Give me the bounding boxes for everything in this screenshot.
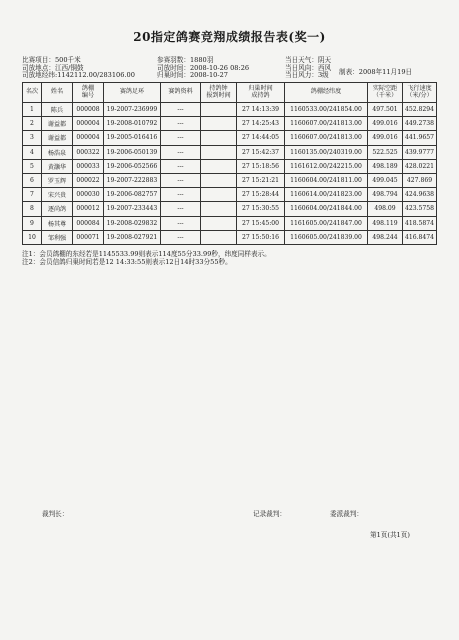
cell-loft-coordinates: 1160605.00/241839.00 — [285, 230, 368, 244]
cell-distance: 498.119 — [368, 216, 403, 230]
cell-loft-id: 000004 — [73, 131, 104, 145]
column-header-name: 姓名 — [42, 83, 73, 103]
cell-arrival-time: 27 14:25:43 — [237, 117, 285, 131]
meta-entry-count: 参赛羽数：1880羽 — [157, 56, 214, 64]
cell-name: 杨其尊 — [42, 216, 73, 230]
cell-pigeon-info: --- — [161, 188, 201, 202]
cell-pigeon-info: --- — [161, 230, 201, 244]
cell-name: 逐尚鸽 — [42, 202, 73, 216]
cell-clock-report-time — [201, 131, 237, 145]
meta-weather: 当日天气：阴天 — [285, 56, 332, 64]
cell-clock-report-time — [201, 216, 237, 230]
delegate-judge-signature: 委派裁判： — [330, 510, 363, 518]
cell-ring-number: 19-2006-050139 — [104, 145, 161, 159]
cell-distance: 498.794 — [368, 188, 403, 202]
cell-rank: 4 — [23, 145, 42, 159]
cell-clock-report-time — [201, 159, 237, 173]
cell-loft-id: 000004 — [73, 117, 104, 131]
cell-ring-number: 19-2007-222883 — [104, 173, 161, 187]
recorder-judge-signature: 记录裁判： — [253, 510, 286, 518]
meta-race-info — [22, 57, 135, 80]
column-header-rank: 名次 — [23, 83, 42, 103]
cell-ring-number: 19-2007-236999 — [104, 103, 161, 117]
cell-speed: 428.0221 — [403, 159, 437, 173]
meta-wind-direction: 当日风向：西风 — [285, 63, 332, 72]
table-body — [23, 103, 437, 245]
cell-ring-number: 19-2006-082757 — [104, 188, 161, 202]
cell-loft-id: 000022 — [73, 173, 104, 187]
cell-pigeon-info: --- — [161, 117, 201, 131]
page-number: 第1页(共1页) — [370, 531, 410, 539]
column-header-loft-coordinates: 鸽棚经纬度 — [285, 83, 368, 103]
cell-arrival-time: 27 15:28:44 — [237, 188, 285, 202]
cell-speed: 424.9638 — [403, 188, 437, 202]
cell-loft-coordinates: 1160607.00/241813.00 — [285, 131, 368, 145]
cell-clock-report-time — [201, 117, 237, 131]
cell-pigeon-info: --- — [161, 103, 201, 117]
chief-judge-signature: 裁判长： — [42, 510, 69, 518]
cell-clock-report-time — [201, 188, 237, 202]
cell-pigeon-info: --- — [161, 202, 201, 216]
cell-ring-number: 19-2008-029832 — [104, 216, 161, 230]
meta-time-info — [157, 57, 249, 80]
cell-name: 黄灏华 — [42, 159, 73, 173]
cell-distance: 522.525 — [368, 145, 403, 159]
cell-arrival-time: 27 15:45:00 — [237, 216, 285, 230]
cell-pigeon-info: --- — [161, 131, 201, 145]
cell-speed: 449.2738 — [403, 117, 437, 131]
cell-distance: 497.501 — [368, 103, 403, 117]
cell-speed: 416.8474 — [403, 230, 437, 244]
column-header-clock-report-time: 持鸽钟 报到时间 — [201, 83, 237, 103]
cell-ring-number: 19-2008-010792 — [104, 117, 161, 131]
cell-arrival-time: 27 14:13:39 — [237, 103, 285, 117]
cell-loft-id: 000033 — [73, 159, 104, 173]
cell-ring-number: 19-2008-027921 — [104, 230, 161, 244]
cell-speed: 423.5758 — [403, 202, 437, 216]
cell-arrival-time: 27 15:21:21 — [237, 173, 285, 187]
column-header-speed: 飞行速度 （米/分） — [403, 83, 437, 103]
cell-name: 罗玉辉 — [42, 173, 73, 187]
cell-distance: 499.016 — [368, 131, 403, 145]
cell-speed: 441.9657 — [403, 131, 437, 145]
cell-speed: 427.869 — [403, 173, 437, 187]
cell-name: 谢益都 — [42, 117, 73, 131]
cell-ring-number: 19-2006-052566 — [104, 159, 161, 173]
table-row — [23, 131, 437, 145]
cell-loft-coordinates: 1160607.00/241813.00 — [285, 117, 368, 131]
column-header-ring-number: 赛鸽足环 — [104, 83, 161, 103]
note-2: 注2：会员信鸽归巢时间若是12 14:33:55则表示12日14时33分55秒。 — [22, 258, 232, 267]
cell-arrival-time: 27 15:18:56 — [237, 159, 285, 173]
results-table — [22, 82, 437, 245]
cell-arrival-time: 27 15:50:16 — [237, 230, 285, 244]
cell-name: 宋兴贵 — [42, 188, 73, 202]
cell-loft-id: 000030 — [73, 188, 104, 202]
cell-distance: 498.09 — [368, 202, 403, 216]
table-row — [23, 230, 437, 244]
cell-ring-number: 19-2005-016416 — [104, 131, 161, 145]
cell-pigeon-info: --- — [161, 159, 201, 173]
cell-loft-coordinates: 1160604.00/241811.00 — [285, 173, 368, 187]
meta-race-item: 比赛项目：500千米 — [22, 56, 81, 64]
cell-loft-coordinates: 1161605.00/241847.00 — [285, 216, 368, 230]
cell-rank: 1 — [23, 103, 42, 117]
table-row — [23, 159, 437, 173]
cell-name: 杨浩泉 — [42, 145, 73, 159]
table-row — [23, 216, 437, 230]
cell-rank: 2 — [23, 117, 42, 131]
table-row — [23, 202, 437, 216]
meta-release-location: 司放地点：江西/铜鼓 — [22, 63, 84, 72]
table-row — [23, 173, 437, 187]
cell-loft-id: 000322 — [73, 145, 104, 159]
cell-loft-coordinates: 1160604.00/241844.00 — [285, 202, 368, 216]
cell-loft-coordinates: 1161612.00/242215.00 — [285, 159, 368, 173]
cell-distance: 498.244 — [368, 230, 403, 244]
meta-wind-force: 当日风力：3级 — [285, 71, 329, 80]
meta-prepared-date: 制表：2008年11月19日 — [339, 68, 413, 76]
cell-loft-id: 000012 — [73, 202, 104, 216]
column-header-distance: 实际空距 （千米） — [368, 83, 403, 103]
cell-clock-report-time — [201, 202, 237, 216]
cell-name: 邹利强 — [42, 230, 73, 244]
cell-rank: 9 — [23, 216, 42, 230]
cell-distance: 499.016 — [368, 117, 403, 131]
cell-loft-id: 000071 — [73, 230, 104, 244]
cell-distance: 498.189 — [368, 159, 403, 173]
cell-clock-report-time — [201, 145, 237, 159]
column-header-arrival-time: 归巢时间 成持鸽 — [237, 83, 285, 103]
cell-rank: 5 — [23, 159, 42, 173]
cell-name: 陈兵 — [42, 103, 73, 117]
meta-return-time: 归巢时间：2008-10-27 — [157, 71, 228, 80]
cell-pigeon-info: --- — [161, 145, 201, 159]
cell-speed: 439.9777 — [403, 145, 437, 159]
meta-release-coords: 司放地经纬:1142112.00/283106.00 — [22, 71, 135, 80]
cell-clock-report-time — [201, 230, 237, 244]
cell-arrival-time: 27 15:42:37 — [237, 145, 285, 159]
cell-pigeon-info: --- — [161, 173, 201, 187]
cell-loft-coordinates: 1160135.00/240319.00 — [285, 145, 368, 159]
meta-release-time: 司放时间：2008-10-26 08:26 — [157, 63, 250, 72]
note-1: 注1：会员鸽棚的东经若是1145533.99则表示114度55分33.99秒，纬度同样表示。 — [22, 250, 271, 258]
table-row — [23, 188, 437, 202]
cell-arrival-time: 27 14:44:05 — [237, 131, 285, 145]
cell-loft-coordinates: 1160614.00/241823.00 — [285, 188, 368, 202]
cell-name: 谢益都 — [42, 131, 73, 145]
notes — [22, 250, 271, 267]
cell-rank: 8 — [23, 202, 42, 216]
cell-arrival-time: 27 15:30:55 — [237, 202, 285, 216]
cell-rank: 6 — [23, 173, 42, 187]
meta-weather-info — [285, 57, 331, 80]
column-header-loft-id: 鸽棚 编号 — [73, 83, 104, 103]
column-header-pigeon-info: 赛鸽资料 — [161, 83, 201, 103]
cell-clock-report-time — [201, 173, 237, 187]
cell-ring-number: 19-2007-233443 — [104, 202, 161, 216]
cell-clock-report-time — [201, 103, 237, 117]
cell-rank: 10 — [23, 230, 42, 244]
table-row — [23, 145, 437, 159]
cell-distance: 499.045 — [368, 173, 403, 187]
cell-rank: 3 — [23, 131, 42, 145]
cell-rank: 7 — [23, 188, 42, 202]
cell-pigeon-info: --- — [161, 216, 201, 230]
table-row — [23, 117, 437, 131]
cell-loft-coordinates: 1160533.00/241854.00 — [285, 103, 368, 117]
table-header-row — [23, 83, 437, 103]
cell-speed: 418.5874 — [403, 216, 437, 230]
cell-loft-id: 000008 — [73, 103, 104, 117]
table-row — [23, 103, 437, 117]
cell-speed: 452.8294 — [403, 103, 437, 117]
report-title: 20指定鸽赛竞翔成绩报告表(奖一) — [133, 30, 326, 44]
cell-loft-id: 000084 — [73, 216, 104, 230]
